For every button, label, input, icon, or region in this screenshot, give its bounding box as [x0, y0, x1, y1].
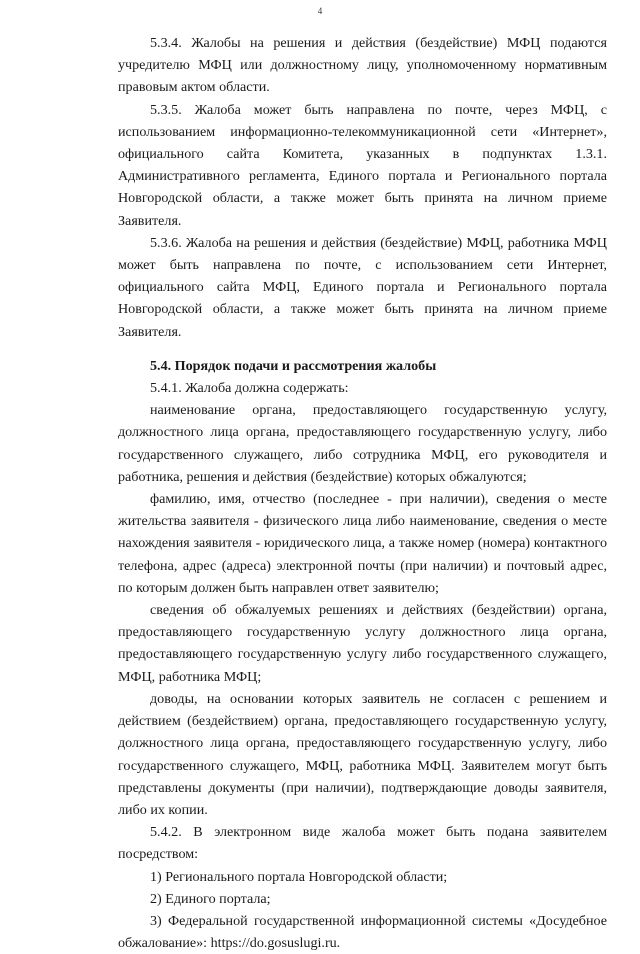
- list-item: 1) Регионального портала Новгородской области;: [150, 868, 448, 885]
- paragraph-5-4-2: 5.4.2. В электронном виде жалоба может быть подана заявителем посредством:: [118, 824, 607, 863]
- section-heading: 5.4. Порядок подачи и рассмотрения жалобы: [150, 357, 437, 374]
- paragraph-item: фамилию, имя, отчество (последнее - при наличии), сведения о месте жительства заявителя - физического лица либо наименование, сведения о месте нахождения заявителя - юридического лица, а также номер (номера) контактного телефона, адрес (адреса) электронной почты (при наличии) и почтовый адрес, по которым должен быть направлен ответ заявителю;: [118, 491, 607, 596]
- paragraph-5-3-4: 5.3.4. Жалобы на решения и действия (бездействие) МФЦ подаются учредителю МФЦ или должностному лицу, уполномоченному нормативным правовым актом области.: [118, 35, 607, 96]
- paragraph-5-4-1: 5.4.1. Жалоба должна содержать:: [150, 380, 349, 397]
- list-item: 2) Единого портала;: [150, 890, 271, 907]
- paragraph-item: наименование органа, предоставляющего государственную услугу, должностного лица органа, предоставляющего государственную услугу, либо государственного служащего, либо сотрудника МФЦ, его руководителя и работника, решения и действия (бездействие) которых обжалуются;: [118, 402, 607, 485]
- paragraph-5-3-6: 5.3.6. Жалоба на решения и действия (бездействие) МФЦ, работника МФЦ может быть направлена по почте, с использованием сети Интернет, официального сайта МФЦ, Единого портала и Регионального портала Новгородской области, а также может быть принята на личном приеме Заявителя.: [118, 234, 607, 340]
- paragraph-item: доводы, на основании которых заявитель не согласен с решением и действием (бездействием) органа, предоставляющего государственную услугу, должностного лица органа, предоставляющего государственную услугу, либо государственного служащего, МФЦ, работника МФЦ. Заявителем могут быть представлены документы (при наличии), подтверждающие доводы заявителя, либо их копии.: [118, 690, 607, 818]
- paragraph-5-3-5: 5.3.5. Жалоба может быть направлена по почте, через МФЦ, с использованием информационно-телекоммуникационной сети «Интернет», официального сайта Комитета, указанных в подпунктах 1.3.1. Административного регламента, Единого портала и Регионального портала Новгородской области, а также может быть принята на личном приеме Заявителя.: [118, 101, 607, 229]
- document-body: [118, 32, 607, 954]
- paragraph-item: сведения об обжалуемых решениях и действиях (бездействии) органа, предоставляющего государственную услугу должностного лица органа, предоставляющего государственную услугу либо государственного служащего, МФЦ, работника МФЦ;: [118, 602, 607, 685]
- list-item: 3) Федеральной государственной информационной системы «Досудебное обжалование»: https://do.gosuslugi.ru.: [118, 912, 607, 952]
- page-number: 4: [317, 6, 323, 16]
